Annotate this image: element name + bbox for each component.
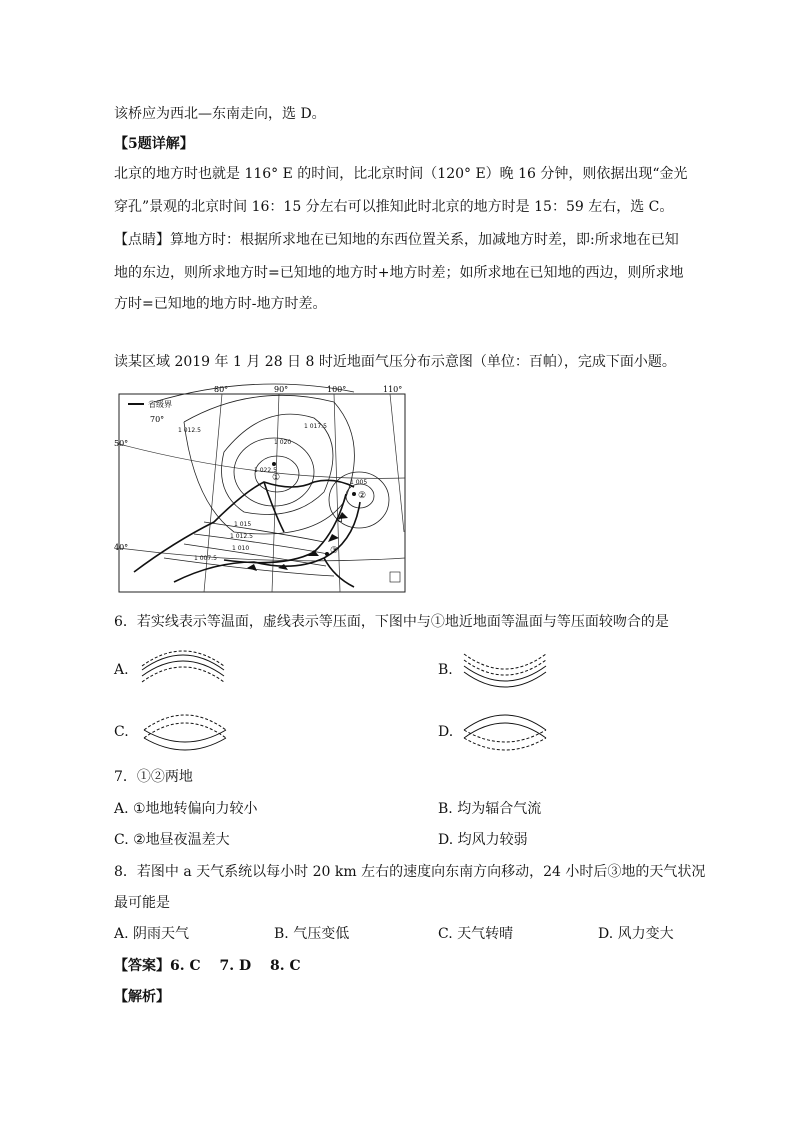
- q6-option-a-label: A.: [114, 662, 129, 678]
- q7-stem: 7．①②两地: [114, 769, 193, 785]
- prev-answer-text: 该桥应为西北—东南走向，选 D。: [114, 106, 326, 122]
- answer-line: 【答案】6. C 7. D 8. C: [114, 958, 301, 974]
- q8-option-a: A. 阴雨天气: [114, 926, 190, 942]
- q5-explanation-line2: 穿孔”景观的北京时间 16：15 分左右可以推知此时北京的地方时是 15：59 左右，选 C。: [114, 199, 674, 215]
- q7-option-a: A. ①地地转偏向力较小: [114, 801, 258, 817]
- question-intro: 读某区域 2019 年 1 月 28 日 8 时近地面气压分布示意图（单位：百帕），完成下面小题。: [114, 354, 676, 370]
- q8-stem-line1: 8．若图中 a 天气系统以每小时 20 km 左右的速度向东南方向移动，24 小时后③地的天气状况: [114, 864, 706, 880]
- q8-stem-line2: 最可能是: [114, 895, 170, 911]
- isobar-label: 1 005: [350, 479, 368, 486]
- q7-option-c: C. ②地昼夜温差大: [114, 832, 230, 848]
- q6-option-d-diagram: [460, 708, 550, 756]
- q6-option-c-diagram: [140, 708, 230, 756]
- lon-label-70: 70°: [150, 415, 165, 424]
- q6-option-b-label: B.: [438, 662, 453, 678]
- q8-option-c: C. 天气转晴: [438, 926, 514, 942]
- q6-option-c-label: C.: [114, 724, 129, 740]
- q7-option-b: B. 均为辐合气流: [438, 801, 542, 817]
- q6-option-a-diagram: [140, 648, 226, 690]
- lon-label-90: 90°: [274, 385, 289, 394]
- lon-label-80: 80°: [214, 385, 229, 394]
- marker-1: ①: [272, 473, 281, 483]
- point-1-dot: [272, 462, 276, 466]
- q8-option-d: D. 风力变大: [598, 926, 674, 942]
- tip-line2: 地的东边，则所求地方时=已知地的地方时+地方时差；如所求地在已知地的西边，则所求地: [114, 265, 684, 281]
- pressure-map-figure: [114, 382, 410, 596]
- isobar-label: 1 015: [234, 521, 252, 528]
- q5-explanation-line1: 北京的地方时也就是 116° E 的时间，比北京时间（120° E）晚 16 分钟，则依据出现“金光: [114, 166, 688, 182]
- isobar-label: 1 020: [274, 439, 292, 446]
- legend-label: 省级界: [148, 400, 172, 409]
- q6-option-b-diagram: [462, 650, 548, 692]
- analysis-header: 【解析】: [114, 989, 170, 1005]
- isobar-label: 1 012.5: [178, 427, 201, 434]
- isobar-label: 1 007.5: [194, 555, 217, 562]
- isobar-label: 1 017.5: [304, 423, 327, 430]
- tip-line3: 方时=已知地的地方时-地方时差。: [114, 296, 327, 312]
- q6-stem: 6．若实线表示等温面，虚线表示等压面，下图中与①地近地面等温面与等压面较吻合的是: [114, 614, 669, 630]
- marker-3: ③: [330, 546, 339, 556]
- q6-option-d-label: D.: [438, 724, 454, 740]
- q7-option-d: D. 均风力较弱: [438, 832, 528, 848]
- isobar-label: 1 010: [232, 545, 250, 552]
- point-3-dot: [325, 552, 329, 556]
- lat-label-50: 50°: [114, 439, 129, 448]
- marker-2: ②: [358, 491, 367, 501]
- front-label-a: a: [338, 515, 343, 524]
- q8-option-b: B. 气压变低: [274, 926, 350, 942]
- point-2-dot: [352, 492, 356, 496]
- q5-header: 【5题详解】: [114, 136, 194, 152]
- lat-label-40: 40°: [114, 543, 129, 552]
- lon-label-100: 100°: [327, 385, 347, 394]
- lon-label-110: 110°: [383, 385, 403, 394]
- tip-line1: 【点睛】算地方时：根据所求地在已知地的东西位置关系，加减地方时差，即:所求地在已知: [114, 232, 679, 248]
- isobar-label: 1 022.5: [254, 467, 277, 474]
- isobar-label: 1 012.5: [230, 533, 253, 540]
